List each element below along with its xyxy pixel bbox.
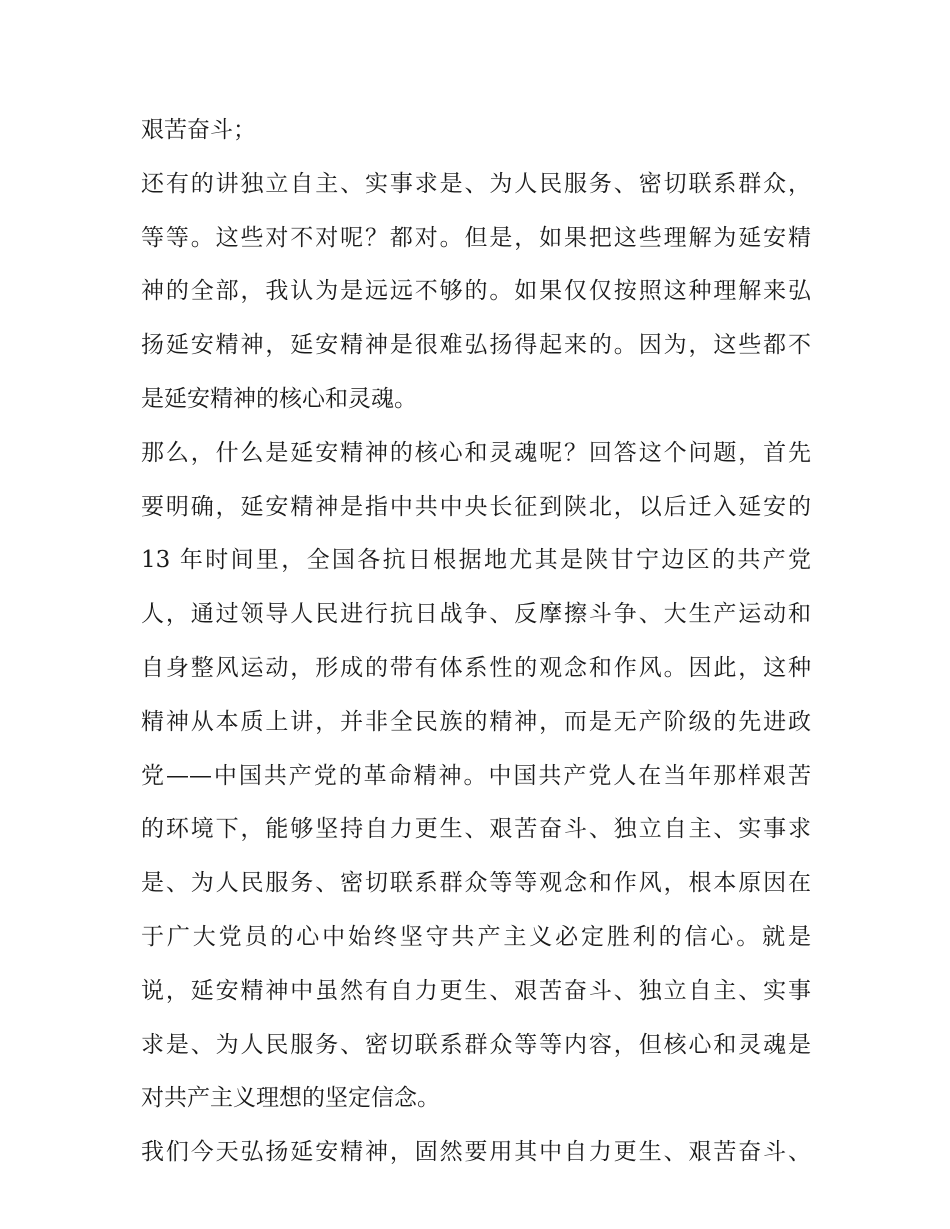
text-line: 神的全部，我认为是远远不够的。如果仅仅按照这种理解来弘 bbox=[141, 278, 811, 305]
text-line: 是、为人民服务、密切联系群众等等观念和作风，根本原因在 bbox=[141, 870, 811, 897]
text-line: 求是、为人民服务、密切联系群众等等内容，但核心和灵魂是 bbox=[141, 1031, 811, 1058]
text-line: 扬延安精神，延安精神是很难弘扬得起来的。因为，这些都不 bbox=[141, 332, 811, 359]
body-text bbox=[141, 108, 811, 1184]
text-line: 对共产主义理想的坚定信念。 bbox=[141, 1085, 440, 1112]
text-line: 13 年时间里，全国各抗日根据地尤其是陕甘宁边区的共产党 bbox=[141, 547, 811, 574]
text-line: 精神从本质上讲，并非全民族的精神，而是无产阶级的先进政 bbox=[141, 708, 811, 735]
text-line: 是延安精神的核心和灵魂。 bbox=[141, 385, 417, 412]
text-line: 等等。这些对不对呢？都对。但是，如果把这些理解为延安精 bbox=[141, 224, 811, 251]
text-line: 说，延安精神中虽然有自力更生、艰苦奋斗、独立自主、实事 bbox=[141, 977, 811, 1004]
text-line: 那么，什么是延安精神的核心和灵魂呢？回答这个问题，首先 bbox=[141, 439, 811, 466]
text-line: 我们今天弘扬延安精神，固然要用其中自力更生、艰苦奋斗、 bbox=[141, 1139, 811, 1166]
text-line: 党——中国共产党的革命精神。中国共产党人在当年那样艰苦 bbox=[141, 762, 811, 789]
text-line: 要明确，延安精神是指中共中央长征到陕北，以后迁入延安的 bbox=[141, 493, 811, 520]
text-line: 自身整风运动，形成的带有体系性的观念和作风。因此，这种 bbox=[141, 654, 811, 681]
text-line: 于广大党员的心中始终坚守共产主义必定胜利的信心。就是 bbox=[141, 923, 811, 950]
text-line: 艰苦奋斗； bbox=[141, 117, 256, 143]
text-line: 还有的讲独立自主、实事求是、为人民服务、密切联系群众， bbox=[141, 170, 811, 197]
text-line: 人，通过领导人民进行抗日战争、反摩擦斗争、大生产运动和 bbox=[141, 601, 811, 628]
text-line: 的环境下，能够坚持自力更生、艰苦奋斗、独立自主、实事求 bbox=[141, 816, 811, 843]
